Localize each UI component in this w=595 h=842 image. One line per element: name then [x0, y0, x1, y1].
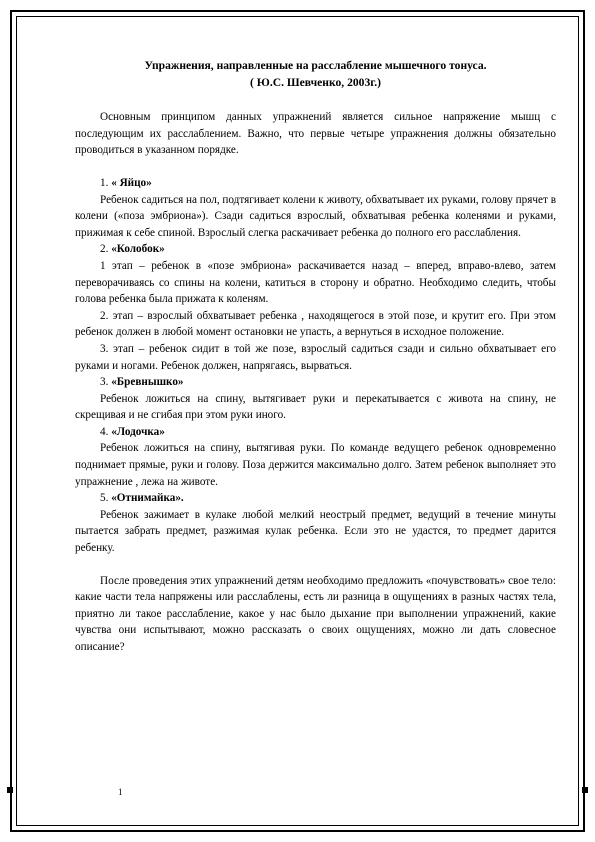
exercise-number: 2. — [100, 243, 109, 256]
exercise-number: 3. — [100, 376, 109, 389]
exercise-heading — [75, 424, 556, 441]
title-line-2: ( Ю.С. Шевченко, 2003г.) — [250, 75, 381, 89]
exercise-name: «Бревнышко» — [111, 376, 184, 389]
conclusion-paragraph: После проведения этих упражнений детям необходимо предложить «почувствовать» свое тело: какие части тела напряжены или расслаблены, есть ли разница в ощущениях в разных частях тела, приятно ли такое расслабление, какое у нас было дыхание при выполнении упражнений, какие чувства они испытывают, можно рассказать о своих ощущениях, можно ли дать словесное описание? — [75, 574, 556, 653]
exercise-heading — [75, 175, 556, 192]
exercise-number: 5. — [100, 492, 109, 505]
document-title — [75, 58, 556, 91]
exercise-paragraph: Ребенок зажимает в кулаке любой мелкий неострый предмет, ведущий в течение минуты пытается забрать предмет, разжимая кулак ребенка. Если это не удастся, то предмет дарится ребенку. — [75, 508, 556, 555]
exercise-number: 4. — [100, 425, 109, 438]
exercise-paragraph: Ребенок ложиться на спину, вытягивая руки. По команде ведущего ребенок одновременно поднимает прямые, руки и голову. Поза держится максимально долго. Затем ребенок выполняет это упражнение , лежа на животе. — [75, 442, 556, 488]
exercise-list — [75, 175, 556, 557]
page-number: 1 — [118, 787, 123, 797]
exercise-paragraph: Ребенок садиться на пол, подтягивает колени к животу, обхватывает их руками, голову прячет в колени («поза эмбриона»). Сзади садиться взрослый, обхватывая ребенка коленями и руками, прижимая к себе спиной. Взрослый слегка раскачивает ребенка до полного его расслабления. — [75, 193, 556, 239]
exercise-paragraph: Ребенок ложиться на спину, вытягивает руки и перекатывается с живота на спину, не скрещивая и не сгибая при этом руки иного. — [75, 392, 556, 422]
exercise-name: «Колобок» — [111, 243, 165, 256]
corner-mark-left — [7, 787, 13, 793]
corner-mark-right — [582, 787, 588, 793]
exercise-heading — [75, 374, 556, 391]
exercise-paragraph: 2. этап – взрослый обхватывает ребенка , находящегося в этой позе, и крутит его. При этом ребенок должен в любой момент остановки не упасть, а вернуться в исходное положение. — [75, 309, 556, 339]
exercise-number: 1. — [100, 176, 109, 189]
exercise-paragraph: 1 этап – ребенок в «позе эмбриона» раскачивается назад – вперед, вправо-влево, затем переворачиваясь со спины на колени, катиться в сторону и обратно. Необходимо следить, чтобы голова ребенка была прижата к коленям. — [75, 259, 556, 306]
document-body — [75, 58, 556, 656]
exercise-name: «Лодочка» — [111, 425, 165, 438]
intro-paragraph: Основным принципом данных упражнений является сильное напряжение мышц с последующим их расслаблением. Важно, что первые четыре упражнения должны обязательно проводиться в указанном порядке. — [75, 111, 556, 157]
exercise-name: «Отнимайка». — [111, 492, 184, 505]
exercise-heading — [75, 490, 556, 507]
exercise-name: « Яйцо» — [111, 176, 152, 189]
exercise-heading — [75, 241, 556, 258]
exercise-paragraph: 3. этап – ребенок сидит в той же позе, взрослый садиться сзади и сильно обхватывает его руками и ногами. Ребенок должен, напрягаясь, вырваться. — [75, 342, 556, 372]
title-line-1: Упражнения, направленные на расслабление мышечного тонуса. — [144, 59, 487, 72]
